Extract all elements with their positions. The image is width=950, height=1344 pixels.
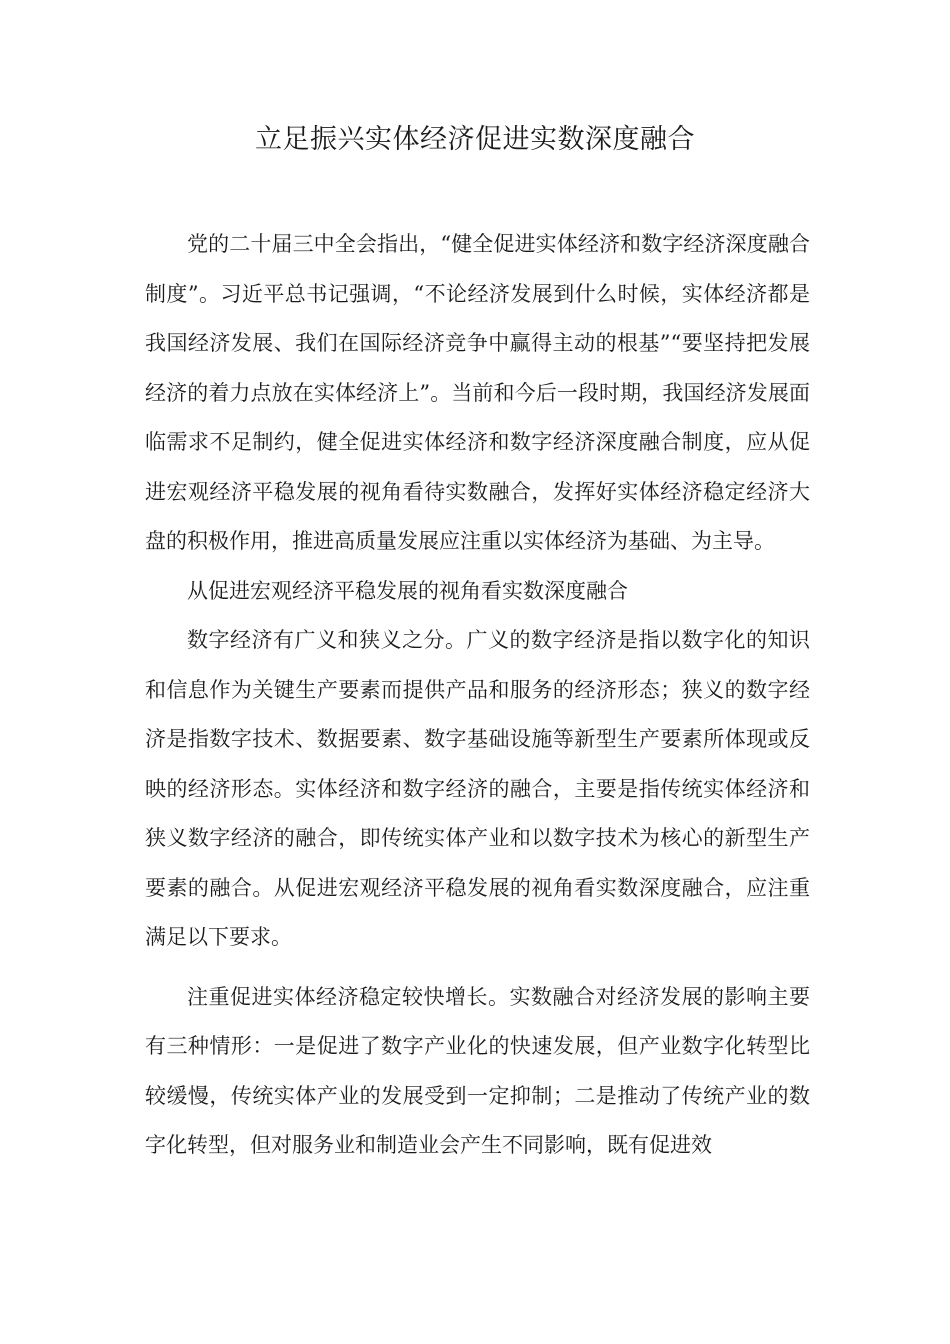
section-heading: 从促进宏观经济平稳发展的视角看实数深度融合 <box>187 578 628 603</box>
document-body <box>145 220 810 1171</box>
document-title: 立足振兴实体经济促进实数深度融合 <box>255 124 695 155</box>
paragraph-intro: 党的二十届三中全会指出，“健全促进实体经济和数字经济深度融合制度”。习近平总书记强调，“不论经济发展到什么时候，实体经济都是我国经济发展、我们在国际经济竞争中赢得主动的根基”“要坚持把发展经济的着力点放在实体经济上”。当前和今后一段时期，我国经济发展面临需求不足制约，健全促进实体经济和数字经济深度融合制度，应从促进宏观经济平稳发展的视角看待实数融合，发挥好实体经济稳定经济大盘的积极作用，推进高质量发展应注重以实体经济为基础、为主导。 <box>145 232 810 553</box>
paragraph-growth: 注重促进实体经济稳定较快增长。实数融合对经济发展的影响主要有三种情形：一是促进了数字产业化的快速发展，但产业数字化转型比较缓慢，传统实体产业的发展受到一定抑制；二是推动了传统产业的数字化转型，但对服务业和制造业会产生不同影响，既有促进效 <box>145 984 810 1157</box>
paragraph-definition: 数字经济有广义和狭义之分。广义的数字经济是指以数字化的知识和信息作为关键生产要素而提供产品和服务的经济形态；狭义的数字经济是指数字技术、数据要素、数字基础设施等新型生产要素所体现或反映的经济形态。实体经济和数字经济的融合，主要是指传统实体经济和狭义数字经济的融合，即传统实体产业和以数字技术为核心的新型生产要素的融合。从促进宏观经济平稳发展的视角看实数深度融合，应注重满足以下要求。 <box>145 628 810 949</box>
